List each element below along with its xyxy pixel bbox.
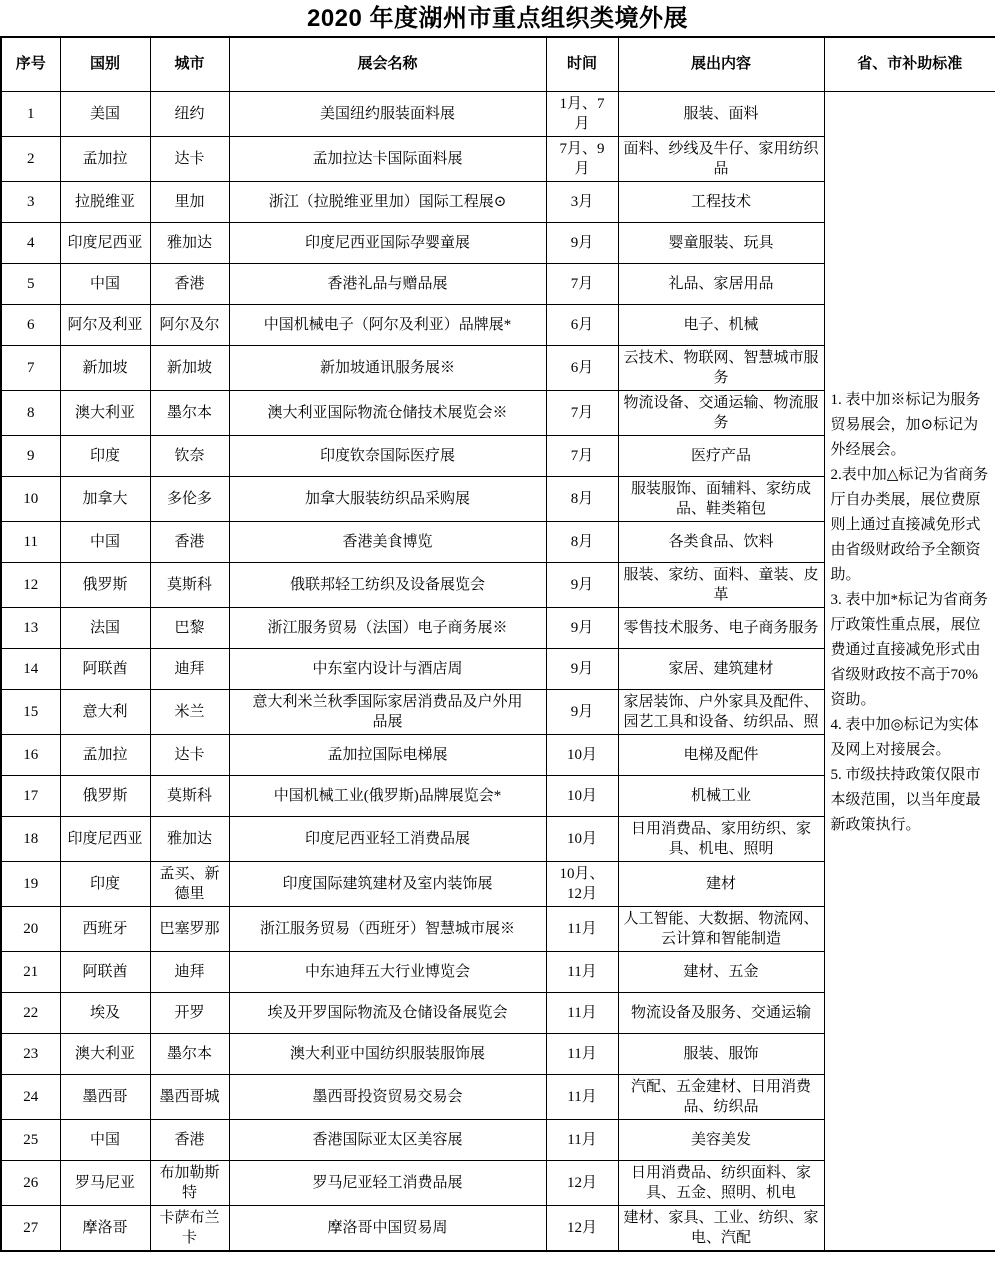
cell-no: 6 <box>1 304 60 345</box>
cell-exhibition-name: 孟加拉达卡国际面料展 <box>229 136 546 181</box>
cell-city: 墨西哥城 <box>150 1074 229 1119</box>
cell-no: 4 <box>1 222 60 263</box>
col-header-name: 展会名称 <box>229 37 546 91</box>
cell-country: 中国 <box>60 1119 150 1160</box>
cell-no: 24 <box>1 1074 60 1119</box>
cell-content: 电梯及配件 <box>618 734 824 775</box>
cell-exhibition-name: 新加坡通讯服务展※ <box>229 345 546 390</box>
subsidy-note: 3. 表中加*标记为省商务厅政策性重点展，展位费通过直接减免形式由省级财政按不高于70%资助。 <box>830 591 989 708</box>
cell-exhibition-name: 澳大利亚国际物流仓储技术展览会※ <box>229 390 546 435</box>
cell-country: 印度 <box>60 435 150 476</box>
cell-country: 意大利 <box>60 689 150 734</box>
cell-content: 家居装饰、户外家具及配件、园艺工具和设备、纺织品、照 <box>618 689 824 734</box>
cell-country: 美国 <box>60 91 150 136</box>
cell-city: 莫斯科 <box>150 562 229 607</box>
cell-exhibition-name: 罗马尼亚轻工消费品展 <box>229 1160 546 1205</box>
cell-country: 加拿大 <box>60 476 150 521</box>
cell-time: 9月 <box>546 689 618 734</box>
cell-country: 俄罗斯 <box>60 775 150 816</box>
table-row <box>1 91 995 136</box>
cell-exhibition-name: 香港美食博览 <box>229 521 546 562</box>
cell-exhibition-name: 埃及开罗国际物流及仓储设备展览会 <box>229 992 546 1033</box>
cell-time: 3月 <box>546 181 618 222</box>
cell-exhibition-name: 中国机械工业(俄罗斯)品牌展览会* <box>229 775 546 816</box>
cell-time: 11月 <box>546 906 618 951</box>
cell-exhibition-name: 加拿大服装纺织品采购展 <box>229 476 546 521</box>
cell-city: 雅加达 <box>150 816 229 861</box>
cell-no: 21 <box>1 951 60 992</box>
cell-no: 13 <box>1 607 60 648</box>
cell-country: 澳大利亚 <box>60 1033 150 1074</box>
cell-country: 孟加拉 <box>60 734 150 775</box>
cell-time: 6月 <box>546 345 618 390</box>
cell-exhibition-name: 中东室内设计与酒店周 <box>229 648 546 689</box>
subsidy-note: 2.表中加△标记为省商务厅自办类展，展位费原则上通过直接减免形式由省级财政给予全额资助。 <box>830 466 989 583</box>
cell-exhibition-name: 浙江服务贸易（法国）电子商务展※ <box>229 607 546 648</box>
cell-content: 建材、家具、工业、纺织、家电、汽配 <box>618 1205 824 1251</box>
cell-content: 礼品、家居用品 <box>618 263 824 304</box>
cell-no: 12 <box>1 562 60 607</box>
cell-exhibition-name: 澳大利亚中国纺织服装服饰展 <box>229 1033 546 1074</box>
cell-city: 雅加达 <box>150 222 229 263</box>
subsidy-note: 1. 表中加※标记为服务贸易展会，加⊙标记为外经展会。 <box>830 391 981 458</box>
cell-content: 机械工业 <box>618 775 824 816</box>
cell-country: 俄罗斯 <box>60 562 150 607</box>
cell-no: 10 <box>1 476 60 521</box>
cell-city: 阿尔及尔 <box>150 304 229 345</box>
col-header-country: 国别 <box>60 37 150 91</box>
cell-time: 9月 <box>546 648 618 689</box>
col-header-subsidy: 省、市补助标准 <box>824 37 995 91</box>
cell-time: 7月 <box>546 263 618 304</box>
cell-exhibition-name: 印度钦奈国际医疗展 <box>229 435 546 476</box>
cell-country: 中国 <box>60 263 150 304</box>
cell-time: 7月 <box>546 390 618 435</box>
cell-content: 服装、服饰 <box>618 1033 824 1074</box>
cell-country: 阿联酋 <box>60 951 150 992</box>
cell-exhibition-name: 意大利米兰秋季国际家居消费品及户外用品展 <box>229 689 546 734</box>
cell-exhibition-name: 印度尼西亚轻工消费品展 <box>229 816 546 861</box>
cell-city: 墨尔本 <box>150 390 229 435</box>
cell-content: 日用消费品、家用纺织、家具、机电、照明 <box>618 816 824 861</box>
col-header-no: 序号 <box>1 37 60 91</box>
cell-city: 多伦多 <box>150 476 229 521</box>
col-header-city: 城市 <box>150 37 229 91</box>
cell-no: 5 <box>1 263 60 304</box>
cell-content: 服装、家纺、面料、童装、皮革 <box>618 562 824 607</box>
subsidy-notes-cell <box>824 91 995 1251</box>
cell-no: 9 <box>1 435 60 476</box>
cell-no: 26 <box>1 1160 60 1205</box>
cell-content: 建材 <box>618 861 824 906</box>
cell-city: 孟买、新德里 <box>150 861 229 906</box>
cell-content: 面料、纱线及牛仔、家用纺织品 <box>618 136 824 181</box>
cell-city: 钦奈 <box>150 435 229 476</box>
cell-content: 人工智能、大数据、物流网、云计算和智能制造 <box>618 906 824 951</box>
cell-exhibition-name: 美国纽约服装面料展 <box>229 91 546 136</box>
cell-time: 10月 <box>546 734 618 775</box>
cell-no: 27 <box>1 1205 60 1251</box>
cell-city: 香港 <box>150 263 229 304</box>
cell-no: 23 <box>1 1033 60 1074</box>
cell-time: 11月 <box>546 1033 618 1074</box>
cell-exhibition-name: 摩洛哥中国贸易周 <box>229 1205 546 1251</box>
cell-no: 25 <box>1 1119 60 1160</box>
cell-content: 物流设备、交通运输、物流服务 <box>618 390 824 435</box>
cell-no: 16 <box>1 734 60 775</box>
col-header-time: 时间 <box>546 37 618 91</box>
cell-time: 12月 <box>546 1160 618 1205</box>
cell-exhibition-name: 墨西哥投资贸易交易会 <box>229 1074 546 1119</box>
cell-no: 11 <box>1 521 60 562</box>
cell-no: 17 <box>1 775 60 816</box>
cell-city: 莫斯科 <box>150 775 229 816</box>
cell-city: 新加坡 <box>150 345 229 390</box>
cell-country: 法国 <box>60 607 150 648</box>
cell-time: 7月、9月 <box>546 136 618 181</box>
cell-content: 各类食品、饮料 <box>618 521 824 562</box>
cell-content: 建材、五金 <box>618 951 824 992</box>
cell-country: 西班牙 <box>60 906 150 951</box>
cell-city: 迪拜 <box>150 648 229 689</box>
cell-country: 印度尼西亚 <box>60 222 150 263</box>
cell-city: 米兰 <box>150 689 229 734</box>
cell-city: 开罗 <box>150 992 229 1033</box>
cell-time: 9月 <box>546 607 618 648</box>
subsidy-notes <box>831 388 990 838</box>
cell-city: 布加勒斯特 <box>150 1160 229 1205</box>
cell-time: 11月 <box>546 1074 618 1119</box>
subsidy-note: 4. 表中加◎标记为实体及网上对接展会。 <box>830 716 979 758</box>
cell-city: 墨尔本 <box>150 1033 229 1074</box>
cell-time: 7月 <box>546 435 618 476</box>
cell-no: 7 <box>1 345 60 390</box>
cell-country: 摩洛哥 <box>60 1205 150 1251</box>
cell-time: 9月 <box>546 562 618 607</box>
cell-city: 香港 <box>150 1119 229 1160</box>
cell-no: 20 <box>1 906 60 951</box>
cell-no: 3 <box>1 181 60 222</box>
col-header-content: 展出内容 <box>618 37 824 91</box>
cell-exhibition-name: 俄联邦轻工纺织及设备展览会 <box>229 562 546 607</box>
table-body <box>1 91 995 1251</box>
cell-time: 8月 <box>546 476 618 521</box>
cell-content: 电子、机械 <box>618 304 824 345</box>
cell-city: 卡萨布兰卡 <box>150 1205 229 1251</box>
cell-city: 巴塞罗那 <box>150 906 229 951</box>
cell-no: 14 <box>1 648 60 689</box>
cell-exhibition-name: 香港礼品与赠品展 <box>229 263 546 304</box>
cell-exhibition-name: 印度尼西亚国际孕婴童展 <box>229 222 546 263</box>
cell-content: 家居、建筑建材 <box>618 648 824 689</box>
cell-time: 10月 <box>546 816 618 861</box>
cell-city: 巴黎 <box>150 607 229 648</box>
cell-no: 1 <box>1 91 60 136</box>
cell-no: 2 <box>1 136 60 181</box>
exhibition-table <box>0 36 995 1252</box>
cell-time: 6月 <box>546 304 618 345</box>
cell-content: 工程技术 <box>618 181 824 222</box>
cell-content: 日用消费品、纺织面料、家具、五金、照明、机电 <box>618 1160 824 1205</box>
cell-exhibition-name: 孟加拉国际电梯展 <box>229 734 546 775</box>
header-row <box>1 37 995 91</box>
cell-content: 零售技术服务、电子商务服务 <box>618 607 824 648</box>
cell-city: 迪拜 <box>150 951 229 992</box>
cell-exhibition-name: 中国机械电子（阿尔及利亚）品牌展* <box>229 304 546 345</box>
cell-city: 达卡 <box>150 136 229 181</box>
cell-content: 云技术、物联网、智慧城市服务 <box>618 345 824 390</box>
cell-exhibition-name: 中东迪拜五大行业博览会 <box>229 951 546 992</box>
cell-time: 1月、7月 <box>546 91 618 136</box>
cell-exhibition-name: 浙江（拉脱维亚里加）国际工程展⊙ <box>229 181 546 222</box>
cell-content: 婴童服装、玩具 <box>618 222 824 263</box>
cell-content: 汽配、五金建材、日用消费品、纺织品 <box>618 1074 824 1119</box>
cell-content: 美容美发 <box>618 1119 824 1160</box>
cell-no: 15 <box>1 689 60 734</box>
cell-country: 阿联酋 <box>60 648 150 689</box>
cell-country: 印度尼西亚 <box>60 816 150 861</box>
cell-country: 澳大利亚 <box>60 390 150 435</box>
cell-time: 8月 <box>546 521 618 562</box>
cell-country: 新加坡 <box>60 345 150 390</box>
cell-city: 达卡 <box>150 734 229 775</box>
cell-no: 19 <box>1 861 60 906</box>
cell-no: 18 <box>1 816 60 861</box>
cell-time: 11月 <box>546 992 618 1033</box>
cell-time: 9月 <box>546 222 618 263</box>
cell-time: 10月、12月 <box>546 861 618 906</box>
cell-no: 22 <box>1 992 60 1033</box>
cell-country: 孟加拉 <box>60 136 150 181</box>
cell-city: 里加 <box>150 181 229 222</box>
page-title: 2020 年度湖州市重点组织类境外展 <box>306 5 689 32</box>
cell-country: 埃及 <box>60 992 150 1033</box>
cell-time: 12月 <box>546 1205 618 1251</box>
cell-country: 中国 <box>60 521 150 562</box>
cell-city: 纽约 <box>150 91 229 136</box>
cell-content: 物流设备及服务、交通运输 <box>618 992 824 1033</box>
cell-exhibition-name: 浙江服务贸易（西班牙）智慧城市展※ <box>229 906 546 951</box>
cell-content: 服装、面料 <box>618 91 824 136</box>
cell-content: 医疗产品 <box>618 435 824 476</box>
cell-time: 11月 <box>546 951 618 992</box>
cell-country: 拉脱维亚 <box>60 181 150 222</box>
cell-city: 香港 <box>150 521 229 562</box>
cell-time: 10月 <box>546 775 618 816</box>
cell-exhibition-name: 香港国际亚太区美容展 <box>229 1119 546 1160</box>
cell-no: 8 <box>1 390 60 435</box>
cell-country: 墨西哥 <box>60 1074 150 1119</box>
cell-country: 阿尔及利亚 <box>60 304 150 345</box>
cell-country: 印度 <box>60 861 150 906</box>
subsidy-note: 5. 市级扶持政策仅限市本级范围，以当年度最新政策执行。 <box>830 766 981 833</box>
table-header <box>1 37 995 91</box>
cell-country: 罗马尼亚 <box>60 1160 150 1205</box>
cell-exhibition-name: 印度国际建筑建材及室内装饰展 <box>229 861 546 906</box>
cell-time: 11月 <box>546 1119 618 1160</box>
cell-content: 服装服饰、面辅料、家纺成品、鞋类箱包 <box>618 476 824 521</box>
